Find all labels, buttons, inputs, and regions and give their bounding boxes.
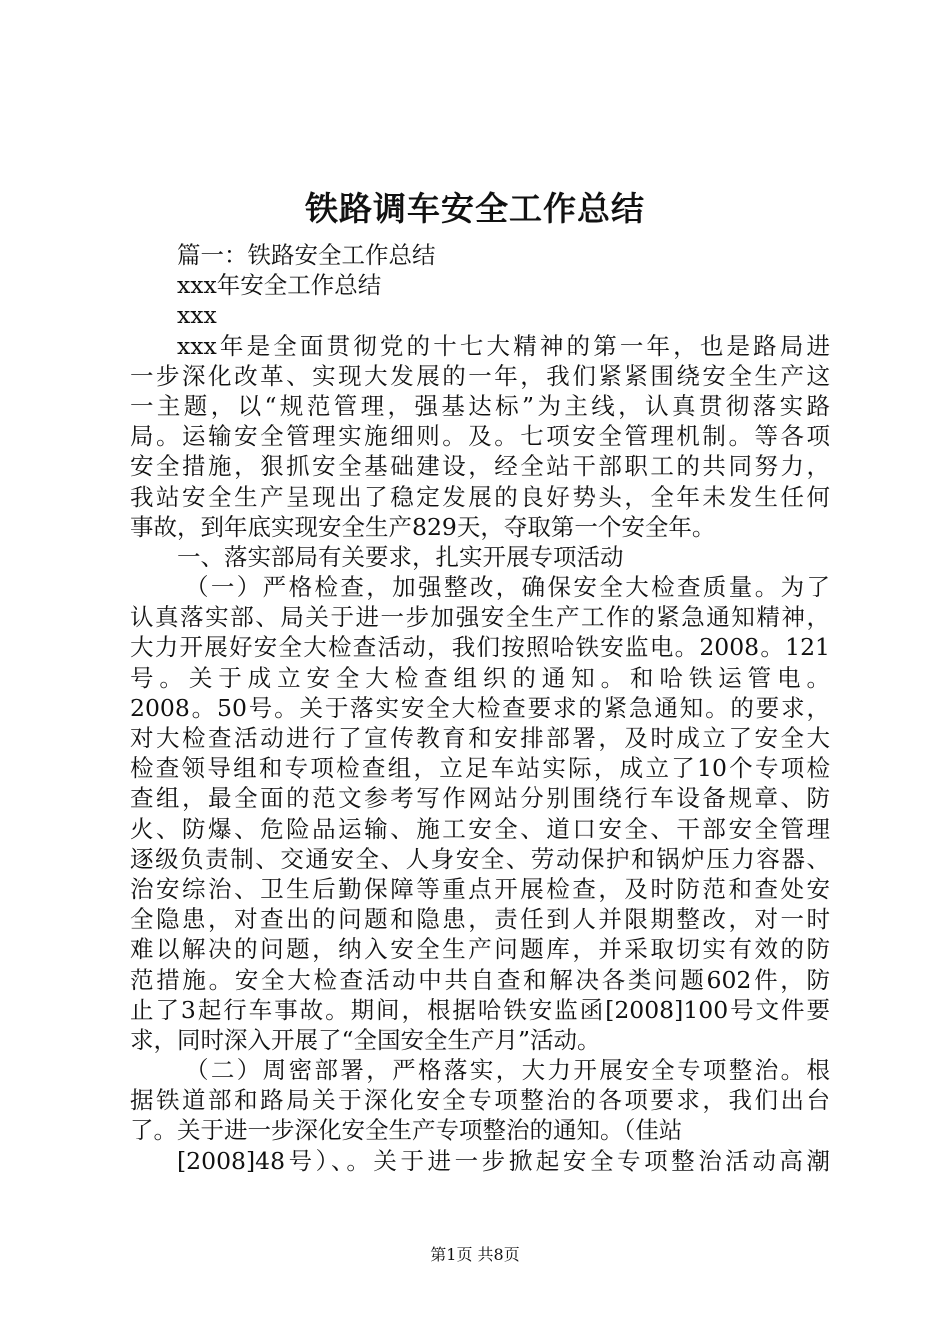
- text-line: （一）严格检查，加强整改，确保安全大检查质量。为了: [185, 573, 830, 602]
- document-body: [130, 240, 830, 1176]
- page-footer: 第1页 共8页: [430, 1245, 520, 1264]
- text-line: 号。关于成立安全大检查组织的通知。和哈铁运管电。: [130, 663, 830, 692]
- text-line: xxx年是全面贯彻党的十七大精神的第一年，也是路局进: [177, 331, 830, 360]
- text-line: 对大检查活动进行了宣传教育和安排部署，及时成立了安全大: [130, 724, 830, 752]
- text-line: 治安综治、卫生后勤保障等重点开展检查，及时防范和查处安: [130, 874, 830, 903]
- text-line: 了。关于进一步深化安全生产专项整治的通知。（佳站: [130, 1116, 683, 1145]
- text-line: 一步深化改革、实现大发展的一年，我们紧紧围绕安全生产这: [130, 361, 830, 390]
- text-line: 范措施。安全大检查活动中共自查和解决各类问题602件，防: [130, 965, 830, 994]
- text-line: 全隐患，对查出的问题和隐患，责任到人并限期整改，对一时: [130, 905, 830, 934]
- text-line: 我站安全生产呈现出了稳定发展的良好势头，全年未发生任何: [130, 482, 830, 511]
- text-line: 安全措施，狠抓安全基础建设，经全站干部职工的共同努力，: [130, 452, 830, 481]
- text-line: 检查领导组和专项检查组，立足车站实际，成立了10个专项检: [130, 754, 830, 783]
- text-line: 逐级负责制、交通安全、人身安全、劳动保护和锅炉压力容器、: [130, 844, 830, 873]
- text-line: 大力开展好安全大检查活动，我们按照哈铁安监电。2008。121: [130, 633, 830, 662]
- document-title: 铁路调车安全工作总结: [305, 189, 645, 228]
- text-line: 查组，最全面的范文参考写作网站分别围绕行车设备规章、防: [130, 784, 830, 813]
- text-line: xxx年安全工作总结: [177, 271, 382, 300]
- text-line: 难以解决的问题，纳入安全生产问题库，并采取切实有效的防: [130, 935, 830, 964]
- text-line: [2008]48号）、。关于进一步掀起安全专项整治活动高潮: [177, 1146, 830, 1175]
- text-line: 一主题，以“规范管理，强基达标”为主线，认真贯彻落实路: [130, 391, 830, 420]
- text-line: xxx: [177, 301, 217, 330]
- text-line: 认真落实部、局关于进一步加强安全生产工作的紧急通知精神，: [130, 603, 830, 632]
- text-line: 火、防爆、危险品运输、施工安全、道口安全、干部安全管理: [130, 814, 830, 843]
- text-line: 止了3起行车事故。期间，根据哈铁安监函[2008]100号文件要: [130, 995, 830, 1024]
- text-line: 2008。50号。关于落实安全大检查要求的紧急通知。的要求，: [130, 693, 830, 722]
- text-line: 据铁道部和路局关于深化安全专项整治的各项要求，我们出台: [130, 1086, 830, 1115]
- section-heading: 一、落实部局有关要求，扎实开展专项活动: [177, 542, 624, 571]
- text-line: 局。运输安全管理实施细则。及。七项安全管理机制。等各项: [130, 422, 830, 451]
- text-line: （二）周密部署，严格落实，大力开展安全专项整治。根: [185, 1056, 830, 1085]
- text-line: 事故，到年底实现安全生产829天，夺取第一个安全年。: [130, 512, 716, 541]
- text-line: 篇一：铁路安全工作总结: [177, 241, 436, 269]
- text-line: 求，同时深入开展了“全国安全生产月”活动。: [130, 1025, 601, 1054]
